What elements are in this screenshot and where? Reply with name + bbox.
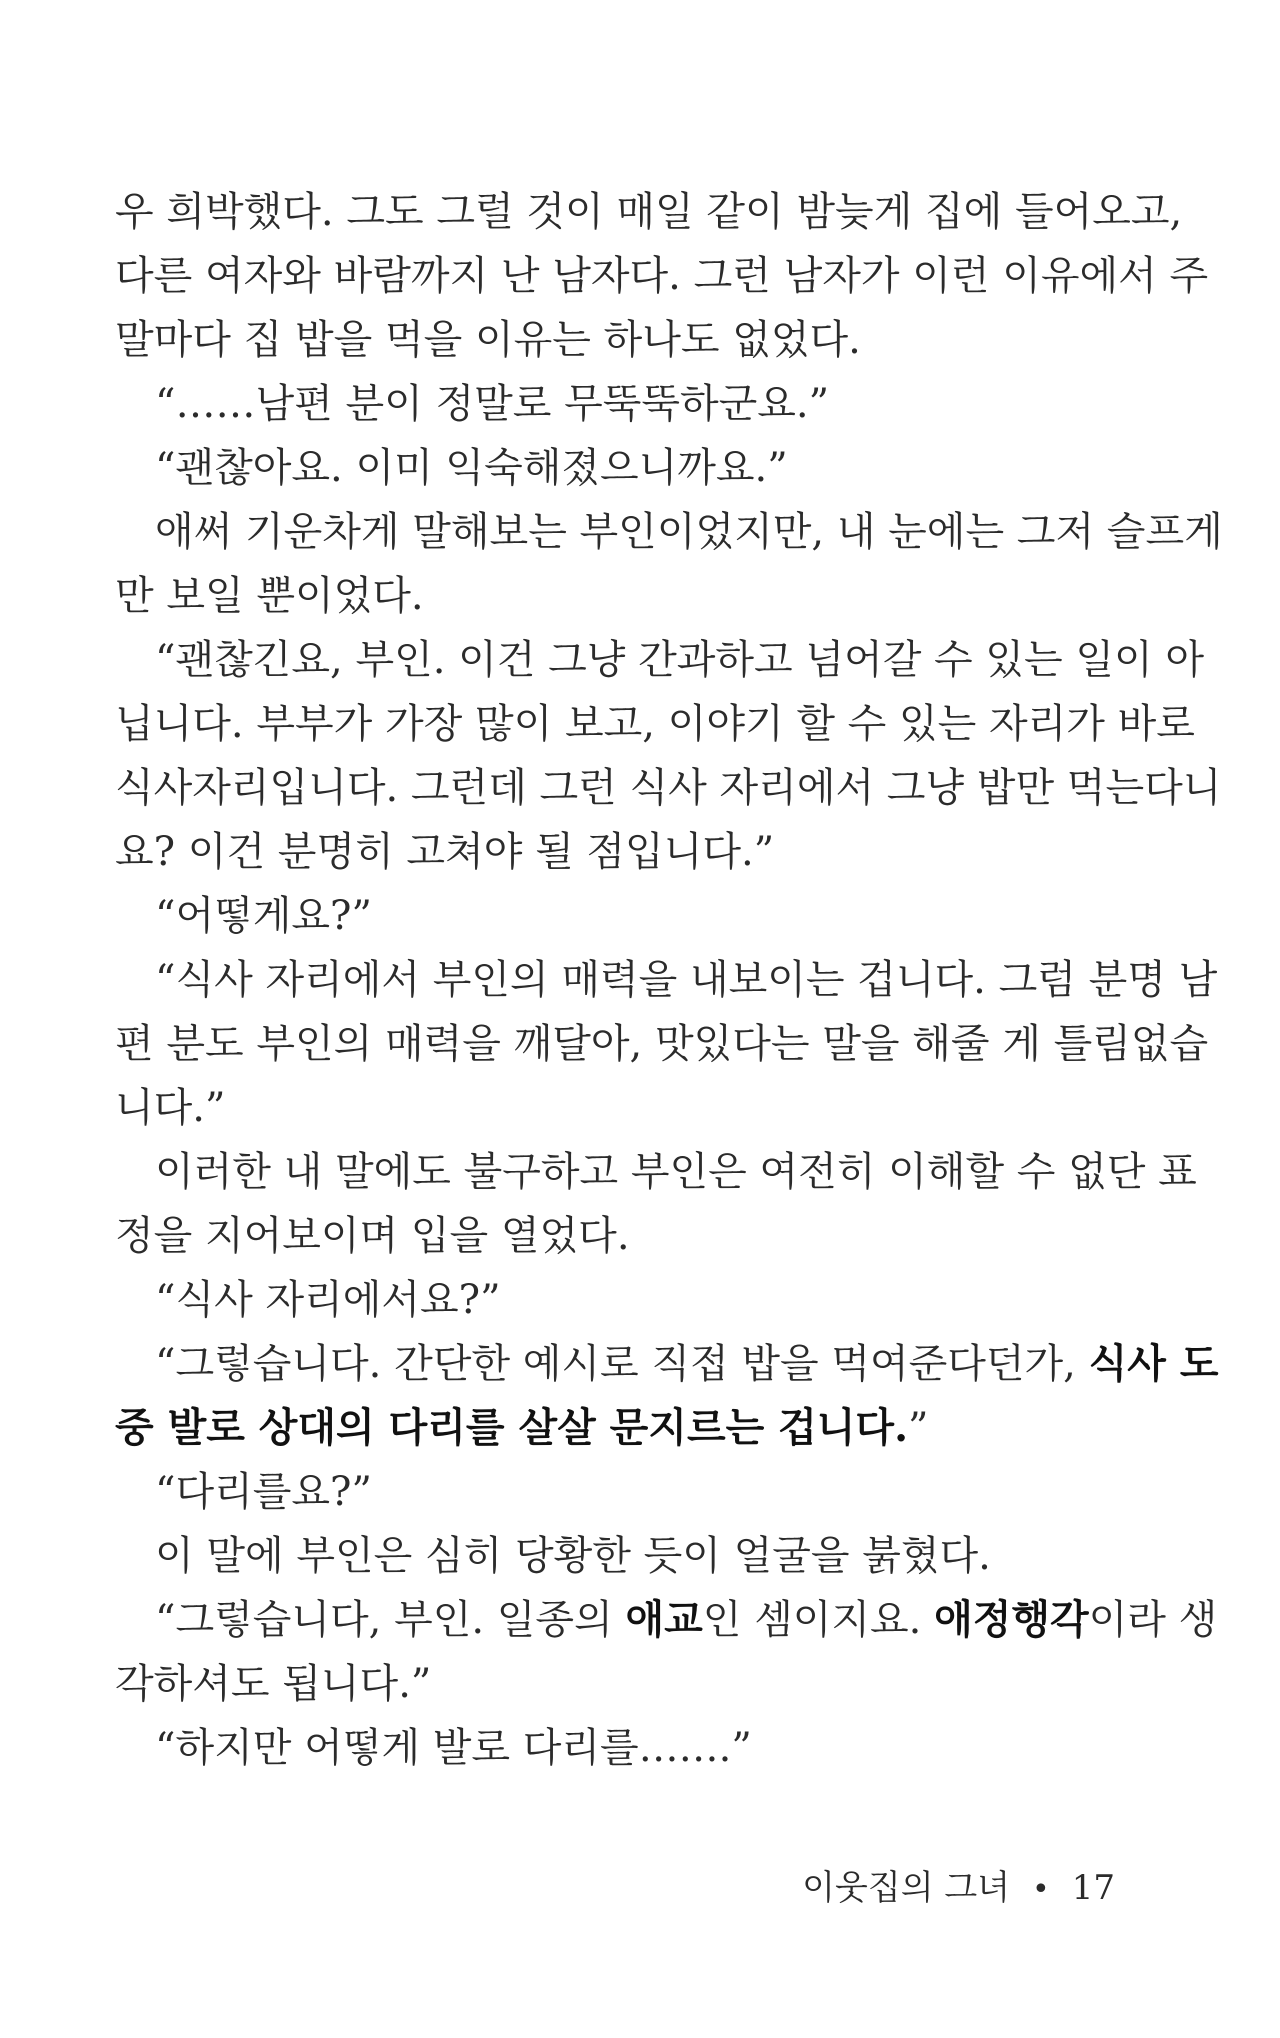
bullet-separator: • — [1032, 1872, 1050, 1907]
text-line: 다른 여자와 바람까지 난 남자다. 그런 남자가 이런 이유에서 주 — [115, 253, 1209, 299]
text-line: “식사 자리에서요?” — [155, 1277, 501, 1323]
text-line: 정을 지어보이며 입을 열었다. — [115, 1213, 630, 1259]
text-line: 각하셔도 됩니다.” — [115, 1661, 432, 1707]
text-line: 니다.” — [115, 1085, 226, 1131]
line-text: “그렇습니다. 간단한 예시로 직접 밥을 먹여준다던가, — [155, 1341, 1089, 1387]
page-number: 17 — [1071, 1868, 1115, 1908]
text-line: “괜찮아요. 이미 익숙해졌으니까요.” — [155, 445, 788, 491]
line-text: 이라 생 — [1088, 1597, 1218, 1643]
text-line — [115, 1396, 1115, 1460]
body-text — [115, 180, 1223, 1780]
page-footer — [802, 1860, 1115, 1909]
text-line: 만 보일 뿐이었다. — [115, 573, 424, 619]
text-line: 이 말에 부인은 심히 당황한 듯이 얼굴을 붉혔다. — [155, 1533, 991, 1579]
line-text: “그렇습니다, 부인. 일종의 — [155, 1597, 626, 1643]
text-line: 말마다 집 밥을 먹을 이유는 하나도 없었다. — [115, 317, 861, 363]
text-line: “다리를요?” — [155, 1469, 372, 1515]
text-line: 이러한 내 말에도 불구하고 부인은 여전히 이해할 수 없단 표 — [155, 1149, 1197, 1195]
text-line: 애써 기운차게 말해보는 부인이었지만, 내 눈에는 그저 슬프게 — [155, 509, 1223, 555]
text-line: “괜찮긴요, 부인. 이건 그냥 간과하고 넘어갈 수 있는 일이 아 — [155, 637, 1205, 683]
text-line — [115, 1588, 1218, 1652]
text-line: “식사 자리에서 부인의 매력을 내보이는 겁니다. 그럼 분명 남 — [155, 957, 1218, 1003]
text-line: 우 희박했다. 그도 그럴 것이 매일 같이 밤늦게 집에 들어오고, — [115, 189, 1183, 235]
text-line: 요? 이건 분명히 고쳐야 될 점입니다.” — [115, 829, 775, 875]
bold-emphasis: 애정행각 — [934, 1596, 1089, 1643]
text-line: “어떻게요?” — [155, 893, 372, 939]
running-title: 이웃집의 그녀 — [802, 1868, 1011, 1908]
bold-emphasis: 애교 — [625, 1596, 703, 1643]
text-line: “……남편 분이 정말로 무뚝뚝하군요.” — [155, 381, 830, 427]
line-text: ” — [908, 1405, 929, 1451]
text-line — [115, 1332, 1219, 1396]
text-line: 식사자리입니다. 그런데 그런 식사 자리에서 그냥 밥만 먹는다니 — [115, 765, 1222, 811]
bold-emphasis: 식사 도 — [1088, 1340, 1219, 1387]
text-line: “하지만 어떻게 발로 다리를…….” — [155, 1725, 752, 1771]
line-text: 인 셈이지요. — [702, 1597, 935, 1643]
text-line: 닙니다. 부부가 가장 많이 보고, 이야기 할 수 있는 자리가 바로 — [115, 701, 1195, 747]
text-line: 편 분도 부인의 매력을 깨달아, 맛있다는 말을 해줄 게 틀림없습 — [115, 1021, 1209, 1067]
bold-emphasis: 중 발로 상대의 다리를 살살 문지르는 겁니다. — [115, 1404, 908, 1451]
